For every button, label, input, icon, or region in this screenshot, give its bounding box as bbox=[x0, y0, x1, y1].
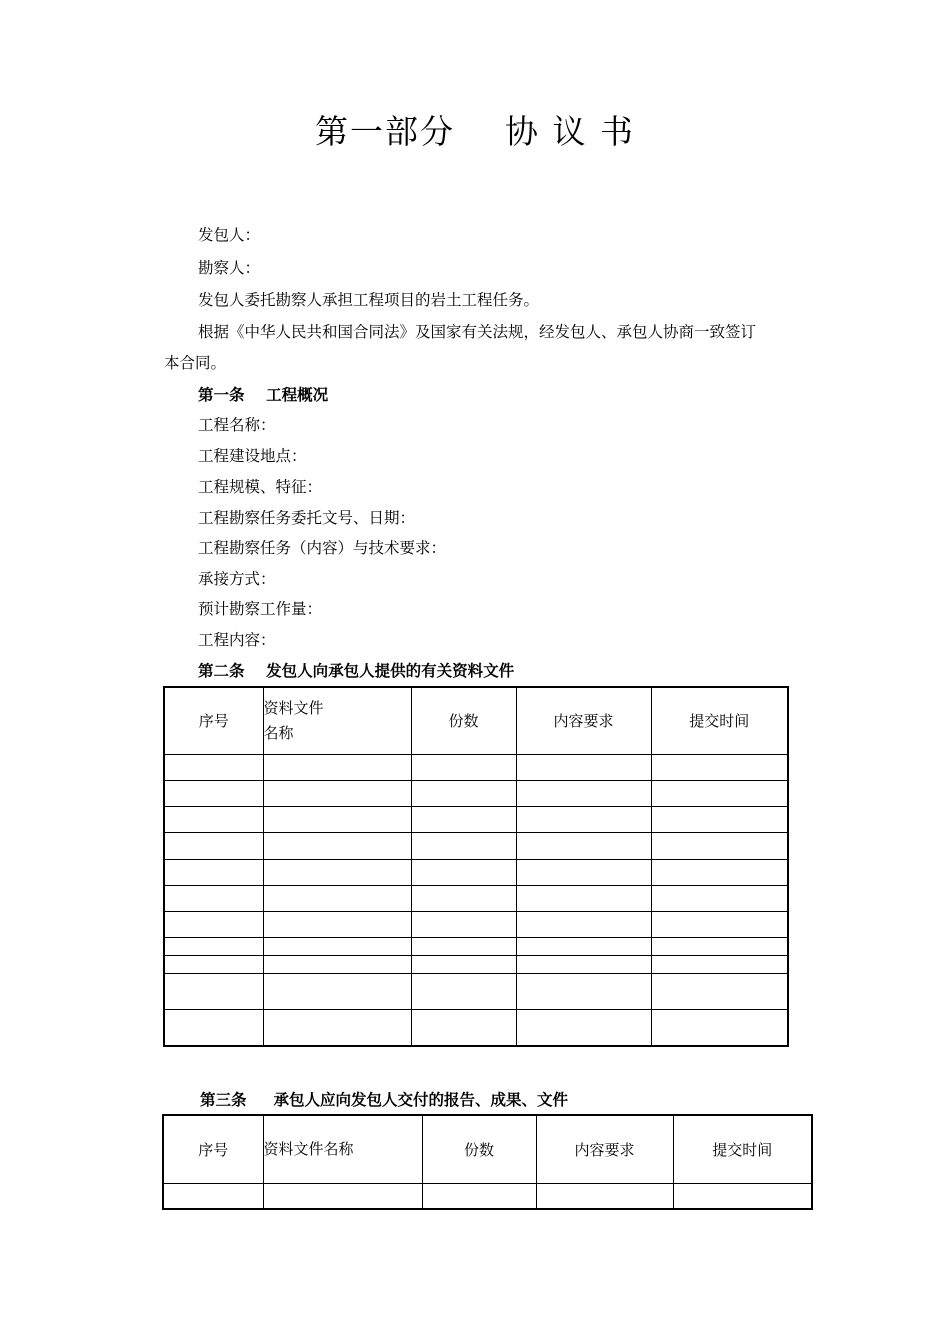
table-cell[interactable] bbox=[651, 911, 788, 937]
table-cell[interactable] bbox=[263, 859, 411, 885]
article3-heading: 第三条 承包人应向发包人交付的报告、成果、文件 bbox=[200, 1091, 568, 1109]
col-header-submit-time: 提交时间 bbox=[651, 687, 788, 754]
article1-item: 预计勘察工作量： bbox=[198, 600, 323, 618]
col-header-copies: 份数 bbox=[422, 1115, 536, 1183]
table-cell[interactable] bbox=[263, 806, 411, 832]
table-cell[interactable] bbox=[411, 955, 516, 973]
table-cell[interactable] bbox=[263, 955, 411, 973]
table-cell[interactable] bbox=[263, 832, 411, 859]
table-row bbox=[164, 780, 788, 806]
table-cell[interactable] bbox=[164, 955, 263, 973]
table-cell[interactable] bbox=[516, 911, 651, 937]
col-header-doc-name-text: 资料文件名称 bbox=[263, 698, 324, 742]
table-cell[interactable] bbox=[516, 937, 651, 955]
table-cell[interactable] bbox=[164, 973, 263, 1009]
page-title: 第一部分 协 议 书 bbox=[315, 112, 635, 151]
col-header-copies: 份数 bbox=[411, 687, 516, 754]
table-cell[interactable] bbox=[411, 780, 516, 806]
table-cell[interactable] bbox=[263, 937, 411, 955]
table-cell[interactable] bbox=[164, 780, 263, 806]
article1-item: 工程勘察任务委托文号、日期： bbox=[198, 509, 416, 527]
basis-text-line2: 本合同。 bbox=[164, 354, 227, 372]
table-row bbox=[164, 1009, 788, 1046]
table-cell[interactable] bbox=[516, 859, 651, 885]
table-row bbox=[164, 754, 788, 780]
table-cell[interactable] bbox=[163, 1183, 263, 1209]
col-header-doc-name bbox=[263, 687, 411, 754]
table-cell[interactable] bbox=[422, 1183, 536, 1209]
client-label: 发包人： bbox=[198, 226, 261, 244]
table-cell[interactable] bbox=[516, 955, 651, 973]
table-cell[interactable] bbox=[516, 1009, 651, 1046]
article1-item: 工程名称： bbox=[198, 416, 276, 434]
table-row bbox=[164, 973, 788, 1009]
table-cell[interactable] bbox=[164, 937, 263, 955]
surveyor-deliverables-table bbox=[162, 1114, 813, 1210]
table-cell[interactable] bbox=[411, 973, 516, 1009]
table-cell[interactable] bbox=[516, 885, 651, 911]
table-row bbox=[164, 911, 788, 937]
surveyor-label: 勘察人： bbox=[198, 259, 261, 277]
table-cell[interactable] bbox=[411, 885, 516, 911]
col-header-requirements: 内容要求 bbox=[536, 1115, 673, 1183]
article1-item: 承接方式： bbox=[198, 570, 276, 588]
article1-item: 工程勘察任务（内容）与技术要求： bbox=[198, 539, 447, 557]
article2-heading: 第二条 发包人向承包人提供的有关资料文件 bbox=[198, 662, 515, 680]
table-cell[interactable] bbox=[651, 955, 788, 973]
col-header-doc-name bbox=[263, 1115, 422, 1183]
table-row bbox=[164, 859, 788, 885]
table-row bbox=[164, 955, 788, 973]
article1-item: 工程内容： bbox=[198, 631, 276, 649]
table-cell[interactable] bbox=[263, 1183, 422, 1209]
table-cell[interactable] bbox=[411, 1009, 516, 1046]
table-cell[interactable] bbox=[651, 832, 788, 859]
table-cell[interactable] bbox=[651, 754, 788, 780]
table-cell[interactable] bbox=[411, 911, 516, 937]
table-cell[interactable] bbox=[164, 885, 263, 911]
table-cell[interactable] bbox=[263, 1009, 411, 1046]
table-row bbox=[164, 885, 788, 911]
client-documents-table bbox=[163, 686, 789, 1047]
table-row bbox=[164, 937, 788, 955]
table-cell[interactable] bbox=[651, 1009, 788, 1046]
table-cell[interactable] bbox=[263, 754, 411, 780]
table-cell[interactable] bbox=[673, 1183, 812, 1209]
col-header-submit-time: 提交时间 bbox=[673, 1115, 812, 1183]
table-cell[interactable] bbox=[164, 1009, 263, 1046]
col-header-requirements: 内容要求 bbox=[516, 687, 651, 754]
table-cell[interactable] bbox=[263, 973, 411, 1009]
table-cell[interactable] bbox=[411, 859, 516, 885]
commission-text: 发包人委托勘察人承担工程项目的岩土工程任务。 bbox=[198, 291, 540, 309]
table-cell[interactable] bbox=[536, 1183, 673, 1209]
table-cell[interactable] bbox=[516, 806, 651, 832]
table-cell[interactable] bbox=[263, 780, 411, 806]
basis-text-line1: 根据《中华人民共和国合同法》及国家有关法规，经发包人、承包人协商一致签订 bbox=[198, 323, 757, 341]
table-cell[interactable] bbox=[263, 885, 411, 911]
table-cell[interactable] bbox=[164, 754, 263, 780]
table-cell[interactable] bbox=[411, 806, 516, 832]
table-cell[interactable] bbox=[164, 806, 263, 832]
table-cell[interactable] bbox=[164, 832, 263, 859]
table-cell[interactable] bbox=[651, 885, 788, 911]
article1-item: 工程建设地点： bbox=[198, 447, 307, 465]
table-header-row bbox=[164, 687, 788, 754]
table-cell[interactable] bbox=[411, 754, 516, 780]
table-cell[interactable] bbox=[164, 911, 263, 937]
table-cell[interactable] bbox=[516, 973, 651, 1009]
article1-item: 工程规模、特征： bbox=[198, 478, 323, 496]
table-cell[interactable] bbox=[651, 780, 788, 806]
table-cell[interactable] bbox=[411, 832, 516, 859]
table-cell[interactable] bbox=[651, 806, 788, 832]
table-cell[interactable] bbox=[164, 859, 263, 885]
table-row bbox=[164, 806, 788, 832]
col-header-no: 序号 bbox=[163, 1115, 263, 1183]
col-header-no: 序号 bbox=[164, 687, 263, 754]
col-header-doc-name-text: 资料文件名称 bbox=[263, 1139, 354, 1158]
table-cell[interactable] bbox=[651, 859, 788, 885]
table-cell[interactable] bbox=[651, 937, 788, 955]
table-cell[interactable] bbox=[263, 911, 411, 937]
table-cell[interactable] bbox=[651, 973, 788, 1009]
table-cell[interactable] bbox=[411, 937, 516, 955]
table-cell[interactable] bbox=[516, 832, 651, 859]
table-header-row bbox=[163, 1115, 812, 1183]
table-cell[interactable] bbox=[516, 780, 651, 806]
table-cell[interactable] bbox=[516, 754, 651, 780]
article1-heading: 第一条 工程概况 bbox=[198, 386, 329, 404]
table-row bbox=[163, 1183, 812, 1209]
table-row bbox=[164, 832, 788, 859]
